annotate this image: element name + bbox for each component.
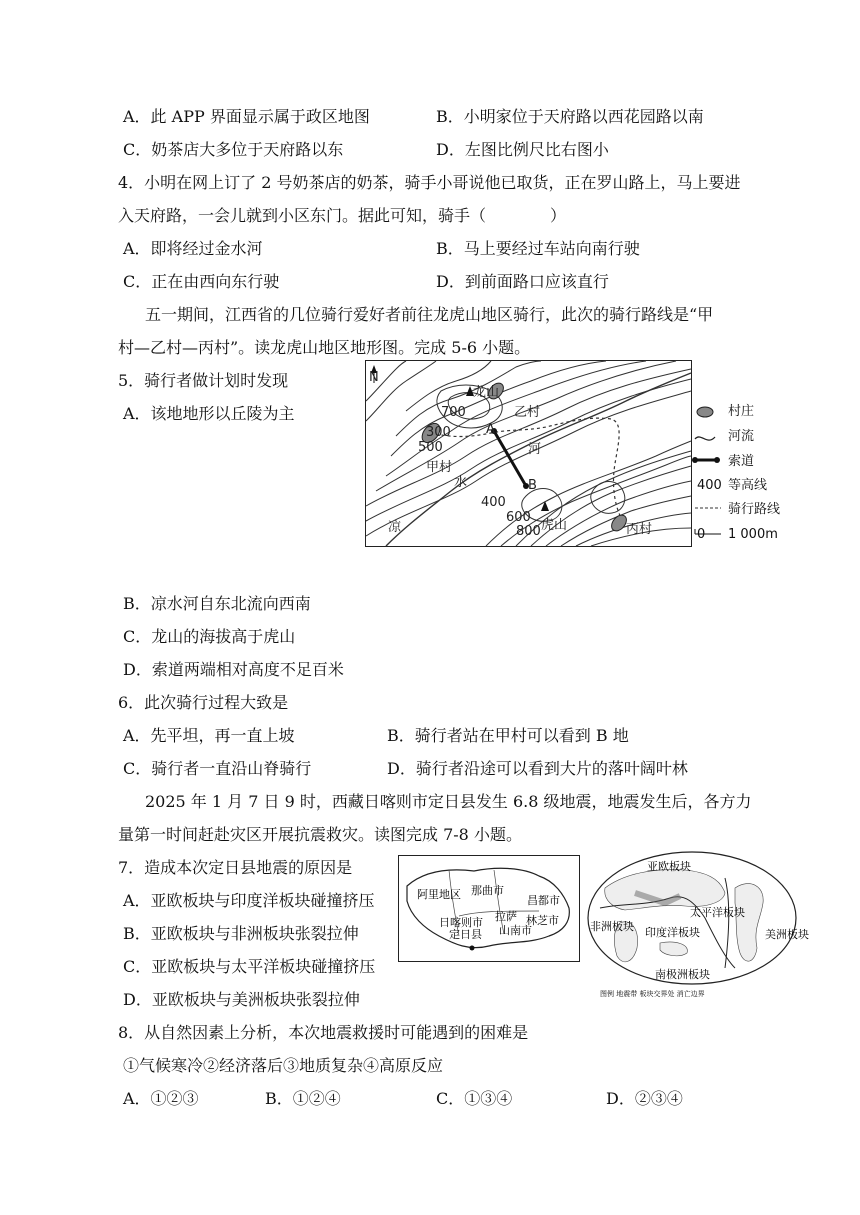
q6-option-c: C．骑行者一直沿山脊骑行 [123, 759, 312, 778]
q6-option-b: B．骑行者站在甲村可以看到 B 地 [387, 726, 629, 745]
q8-option-b: B．①②④ [265, 1089, 341, 1108]
q4-option-b: B．马上要经过车站向南行驶 [436, 239, 640, 258]
tibet-map [398, 855, 580, 962]
tibet-ali-label: 阿里地区 [417, 888, 461, 901]
legend-route-label: 骑行路线 [728, 502, 781, 517]
plate-africa-label: 非洲板块 [590, 920, 634, 933]
legend-scale-distance: 1 000m [728, 527, 778, 542]
tibet-dingri-label: 定日县 [449, 928, 482, 941]
q7-option-c: C．亚欧板块与太平洋板块碰撞挤压 [123, 957, 376, 976]
q5-option-c: C．龙山的海拔高于虎山 [123, 627, 296, 646]
legend-cableway-label: 索道 [728, 454, 755, 469]
plate-map-svg [585, 848, 809, 1003]
q4-option-d: D．到前面路口应该直行 [436, 272, 609, 291]
q4-stem-line2: 入天府路，一会儿就到小区东门。据此可知，骑手（ ） [118, 206, 567, 225]
map-contour-400: 400 [481, 495, 506, 510]
plate-indian-label: 印度洋板块 [645, 926, 700, 939]
intro78-line2: 量第一时间赶赴灾区开展抗震救灾。读图完成 7-8 小题。 [118, 825, 522, 844]
legend-river-label: 河流 [728, 429, 755, 444]
map-liang-label: 凉 [388, 520, 402, 535]
map-contour-800: 800 [516, 524, 541, 539]
map-he-label: 河 [528, 442, 542, 457]
q8-stem: 8．从自然因素上分析，本次地震救援时可能遇到的困难是 [118, 1023, 529, 1042]
legend-village-icon [697, 407, 713, 417]
intro78-line1: 2025 年 1 月 7 日 9 时，西藏日喀则市定日县发生 6.8 级地震，地震发生后，各方力 [145, 792, 752, 811]
plate-pacific-label: 太平洋板块 [690, 906, 745, 919]
map-contour-700: 700 [441, 405, 466, 420]
plate-america-label: 美洲板块 [765, 928, 809, 941]
legend-contour-label: 等高线 [728, 478, 768, 493]
q3-option-b: B．小明家位于天府路以西花园路以南 [436, 107, 704, 126]
q4-option-c: C．正在由西向东行驶 [123, 272, 280, 291]
intro56-line2: 村—乙村—丙村”。读龙虎山地区地形图。完成 5-6 小题。 [118, 338, 531, 357]
tibet-shannan-label: 山南市 [499, 924, 532, 937]
q3-option-a: A．此 APP 界面显示属于政区地图 [123, 107, 370, 126]
q3-option-d: D．左图比例尺比右图小 [436, 140, 609, 159]
legend-contour-value: 400 [697, 478, 722, 493]
plate-antarctic-label: 南极洲板块 [655, 968, 710, 981]
q5-option-b: B．凉水河自东北流向西南 [123, 594, 311, 613]
map-bing-label: 丙村 [626, 522, 653, 537]
map-contour-600: 600 [506, 510, 531, 525]
legend-symbols [693, 402, 723, 542]
tibet-naqu-label: 那曲市 [471, 884, 504, 897]
q8-option-a: A．①②③ [123, 1089, 199, 1108]
tibet-rikaze-label: 日喀则市 [439, 916, 483, 929]
map-point-b: B [528, 478, 537, 493]
map-hushan-label: 虎山 [541, 518, 568, 533]
q8-items: ①气候寒冷②经济落后③地质复杂④高原反应 [123, 1056, 444, 1075]
q5-stem: 5．骑行者做计划时发现 [118, 371, 289, 390]
map-contour-300: 300 [426, 425, 451, 440]
q6-option-a: A．先平坦，再一直上坡 [123, 726, 295, 745]
map-longshan-label: 龙山 [473, 385, 500, 400]
map-point-a: A [486, 422, 495, 437]
q3-option-c: C．奶茶店大多位于天府路以东 [123, 140, 344, 159]
legend-scale-zero: 0 [697, 527, 706, 542]
plate-eurasia-label: 亚欧板块 [647, 860, 691, 873]
tibet-lasa-label: 拉萨 [495, 910, 517, 923]
legend-river-icon [695, 437, 715, 440]
topographic-map-svg [366, 361, 691, 546]
q7-option-d: D．亚欧板块与美洲板块张裂拉伸 [123, 990, 360, 1009]
q4-stem-line1: 4．小明在网上订了 2 号奶茶店的奶茶，骑手小哥说他已取货，正在罗山路上，马上要进 [118, 173, 741, 192]
q8-option-d: D．②③④ [606, 1089, 683, 1108]
tibet-changdu-label: 昌都市 [527, 894, 560, 907]
q5-option-a: A．该地地形以丘陵为主 [123, 404, 295, 423]
q7-stem: 7．造成本次定日县地震的原因是 [118, 858, 353, 877]
q8-option-c: C．①③④ [436, 1089, 513, 1108]
map-jia-label: 甲村 [426, 460, 453, 475]
q6-stem: 6．此次骑行过程大致是 [118, 693, 289, 712]
map-shui-label: 水 [454, 475, 468, 490]
plate-map [585, 848, 809, 1003]
topographic-map [365, 360, 692, 547]
tibet-map-svg [399, 856, 579, 961]
map-contour-500: 500 [418, 440, 443, 455]
map-north-label: N [369, 370, 379, 385]
legend-village-label: 村庄 [728, 404, 755, 419]
q5-option-d: D．索道两端相对高度不足百米 [123, 660, 344, 679]
tibet-linzhi-label: 林芝市 [526, 914, 559, 927]
intro56-line1: 五一期间，江西省的几位骑行爱好者前往龙虎山地区骑行，此次的骑行路线是“甲 [145, 305, 714, 324]
q4-option-a: A．即将经过金水河 [123, 239, 263, 258]
q7-option-a: A．亚欧板块与印度洋板块碰撞挤压 [123, 891, 375, 910]
q7-option-b: B．亚欧板块与非洲板块张裂拉伸 [123, 924, 359, 943]
map-yi-label: 乙村 [514, 405, 541, 420]
plate-map-legend: 图例 地震带 板块交界处 消亡边界 [600, 990, 705, 998]
q6-option-d: D．骑行者沿途可以看到大片的落叶阔叶林 [387, 759, 688, 778]
